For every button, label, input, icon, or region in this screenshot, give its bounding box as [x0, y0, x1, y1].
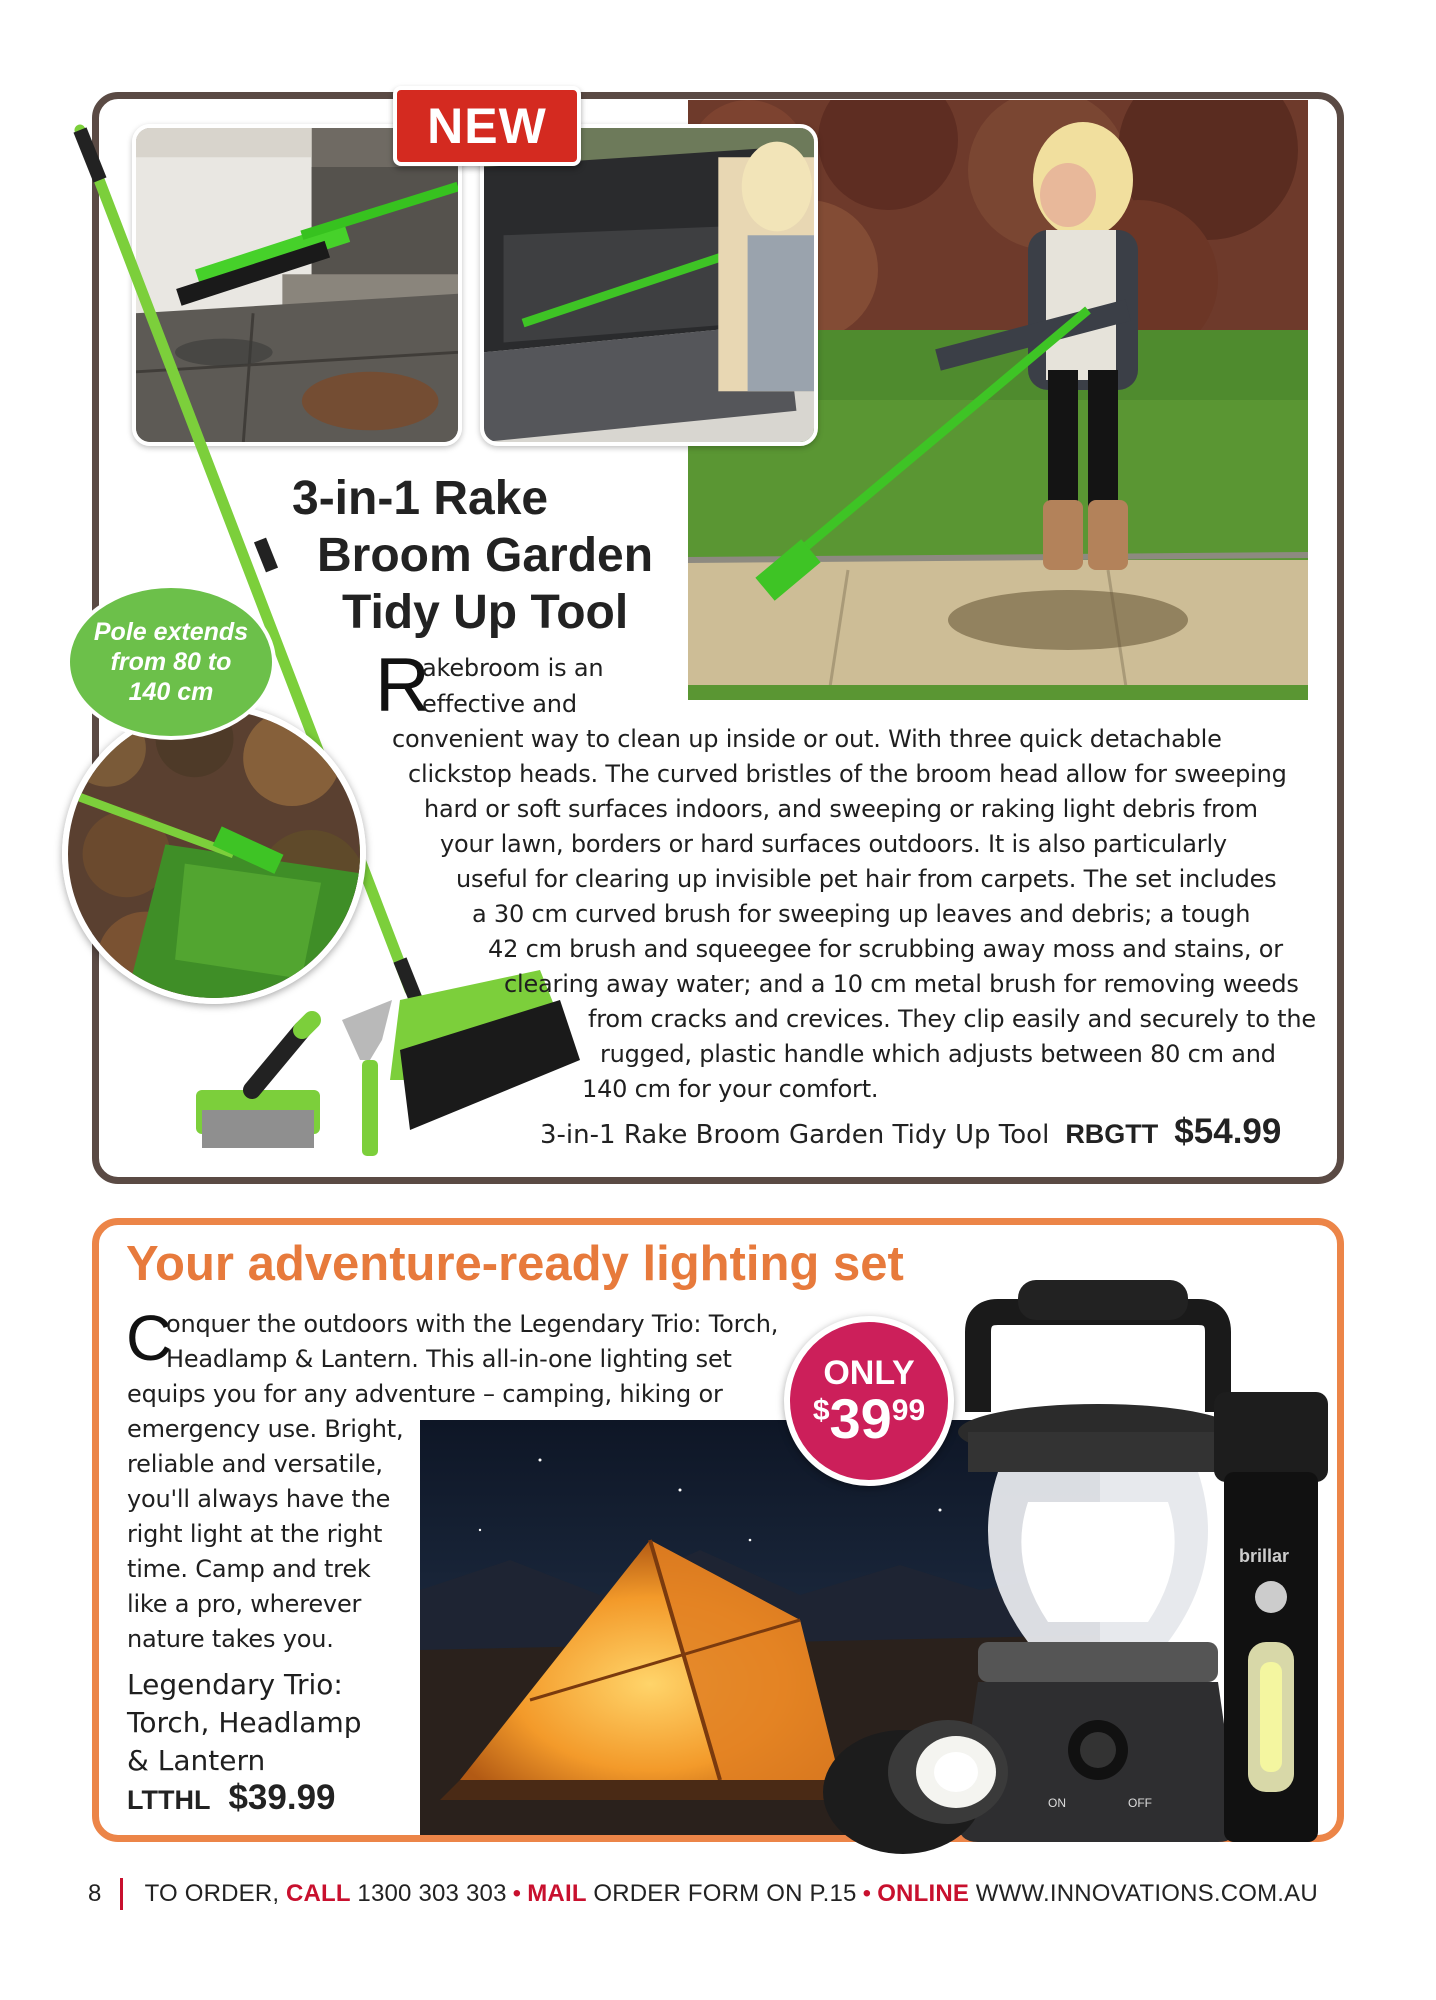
lighting-body-line-10: nature takes you.: [127, 1625, 334, 1653]
product1-price-line: [540, 1112, 1281, 1152]
only-label: ONLY: [823, 1354, 915, 1392]
badge-cents: 99: [891, 1394, 926, 1427]
lantern-off-label: OFF: [1128, 1796, 1152, 1810]
leaves-lawn-photo: [62, 704, 366, 1004]
lighting-body-line-9: like a pro, wherever: [127, 1590, 362, 1618]
lantern-on-label: ON: [1048, 1796, 1066, 1810]
new-badge: NEW: [393, 86, 581, 166]
lighting-body-line-8: time. Camp and trek: [127, 1555, 371, 1583]
to-order-label: TO ORDER,: [144, 1880, 280, 1907]
body-line-9: 42 cm brush and squeegee for scrubbing away moss and stains, or: [488, 935, 1283, 963]
badge-amount: [812, 1387, 926, 1450]
body-line-4: clickstop heads. The curved bristles of the broom head allow for sweeping: [408, 760, 1287, 788]
lighting-name-line-1: Legendary Trio:: [127, 1668, 343, 1701]
page-number: 8: [88, 1880, 102, 1907]
footer-dot-1: •: [512, 1880, 522, 1907]
product1-name: 3-in-1 Rake Broom Garden Tidy Up Tool: [540, 1120, 1050, 1150]
body-line-2: effective and: [422, 690, 577, 718]
brush-heads-illustration: [192, 990, 412, 1160]
lighting-body-line-5: reliable and versatile,: [127, 1450, 383, 1478]
order-footer: [88, 1876, 1318, 1912]
lighting-section-title: Your adventure-ready lighting set: [126, 1237, 904, 1291]
body-line-10: clearing away water; and a 10 cm metal brush for removing weeds: [504, 970, 1299, 998]
badge-dollars: 39: [829, 1387, 892, 1450]
product1-code: RBGTT: [1065, 1119, 1159, 1149]
body-line-5: hard or soft surfaces indoors, and sweeping or raking light debris from: [424, 795, 1258, 823]
mail-text: ORDER FORM ON P.15: [593, 1880, 857, 1907]
call-label: CALL: [285, 1880, 351, 1907]
lighting-name-line-2: Torch, Headlamp: [127, 1706, 362, 1739]
pole-extends-badge: [66, 584, 276, 740]
lighting-dropcap: C: [126, 1302, 173, 1374]
lighting-body-line-3: equips you for any adventure – camping, hiking or: [127, 1380, 723, 1408]
body-line-11: from cracks and crevices. They clip easily and securely to the: [588, 1005, 1316, 1033]
lighting-body-line-4: emergency use. Bright,: [127, 1415, 404, 1443]
product-title-line-2: Broom Garden: [317, 529, 654, 582]
lighting-body-line-1: onquer the outdoors with the Legendary Trio: Torch,: [166, 1310, 779, 1338]
lighting-body-line-7: right light at the right: [127, 1520, 383, 1548]
body-line-1: akebroom is an: [422, 654, 604, 682]
phone-number[interactable]: 1300 303 303: [357, 1880, 507, 1907]
lighting-body-line-6: you'll always have the: [127, 1485, 391, 1513]
torch-brand-label: brillar: [1239, 1546, 1290, 1566]
badge-currency: $: [812, 1394, 830, 1427]
lighting-price: $39.99: [228, 1778, 336, 1817]
body-line-3: convenient way to clean up inside or out. With three quick detachable: [392, 725, 1222, 753]
lighting-price-line: [127, 1778, 336, 1818]
pole-badge-line-2: from 80 to: [110, 648, 232, 676]
online-label: ONLINE: [877, 1880, 970, 1907]
lighting-body-line-2: Headlamp & Lantern. This all-in-one lighting set: [166, 1345, 732, 1373]
pole-badge-line-3: 140 cm: [128, 678, 214, 706]
body-line-12: rugged, plastic handle which adjusts between 80 cm and: [600, 1040, 1276, 1068]
lighting-code: LTTHL: [127, 1785, 211, 1815]
body-line-8: a 30 cm curved brush for sweeping up leaves and debris; a tough: [472, 900, 1251, 928]
body-line-7: useful for clearing up invisible pet hair from carpets. The set includes: [456, 865, 1277, 893]
website-link[interactable]: WWW.INNOVATIONS.COM.AU: [975, 1880, 1318, 1907]
body-line-13: 140 cm for your comfort.: [582, 1075, 879, 1103]
body-line-6: your lawn, borders or hard surfaces outdoors. It is also particularly: [440, 830, 1227, 858]
mail-label: MAIL: [527, 1880, 587, 1907]
product-title-line-1: 3-in-1 Rake: [292, 472, 549, 525]
footer-divider: [120, 1878, 123, 1910]
footer-dot-2: •: [862, 1880, 872, 1907]
only-price-badge: [784, 1316, 954, 1486]
product1-price: $54.99: [1174, 1112, 1282, 1151]
pole-badge-line-1: Pole extends: [93, 618, 249, 646]
body-dropcap: R: [375, 643, 430, 728]
product-title-line-3: Tidy Up Tool: [342, 586, 629, 639]
lighting-name-line-3: & Lantern: [127, 1744, 266, 1777]
